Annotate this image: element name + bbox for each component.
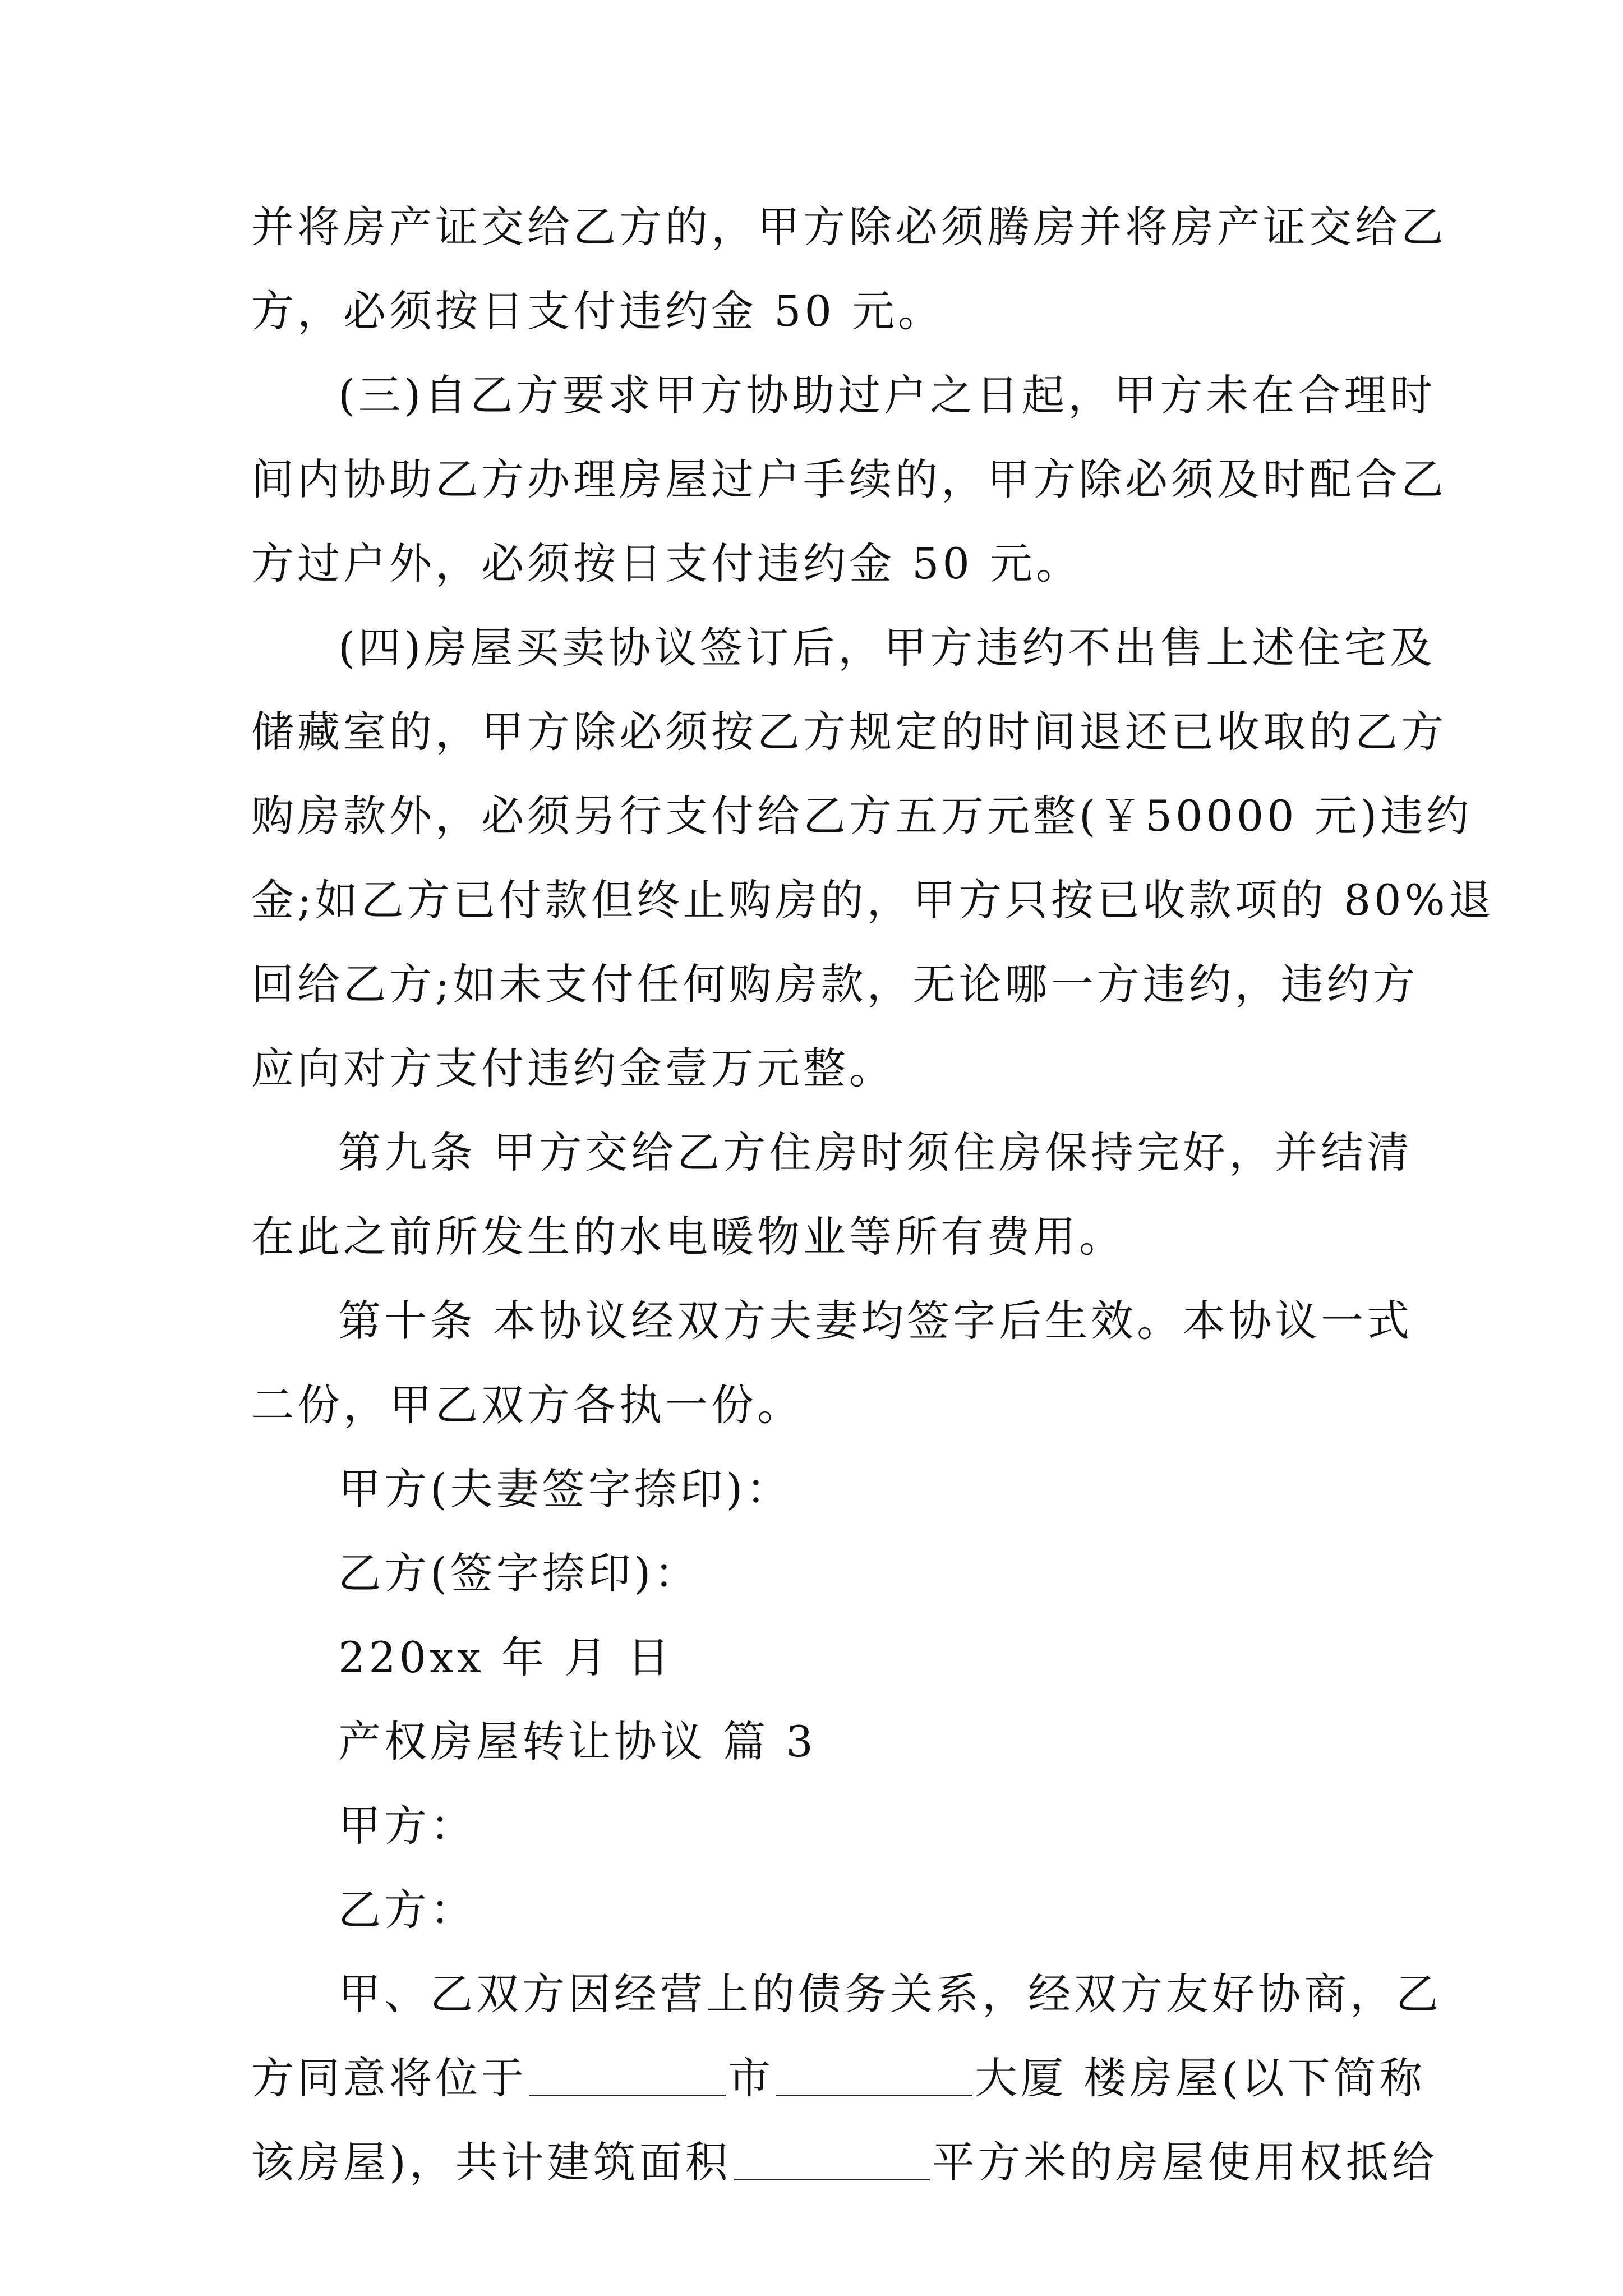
text-line: 购房款外，必须另行支付给乙方五万元整(￥50000 元)违约 <box>251 791 1473 841</box>
text-line: 金;如乙方已付款但终止购房的，甲方只按已收款项的 80%退 <box>251 875 1495 925</box>
text-line: 第九条 甲方交给乙方住房时须住房保持完好，并结清 <box>338 1128 1413 1177</box>
text-line: 方过户外，必须按日支付违约金 50 元。 <box>251 539 1082 588</box>
area-blank <box>734 2139 930 2180</box>
text-line: 甲方(夫妻签字捺印)： <box>338 1464 792 1514</box>
text-line: 方，必须按日支付违约金 50 元。 <box>251 286 944 336</box>
text-line: 储藏室的，甲方除必须按乙方规定的时间退还已收取的乙方 <box>251 707 1447 757</box>
text-line: 应向对方支付违约金壹万元整。 <box>251 1043 895 1093</box>
party-a-line: 甲方： <box>338 1801 476 1851</box>
text-line: (四)房屋买卖协议签订后，甲方违约不出售上述住宅及 <box>338 623 1436 673</box>
text-line: 二份，甲乙双方各执一份。 <box>251 1380 803 1430</box>
text-line: 间内协助乙方办理房屋过户手续的，甲方除必须及时配合乙 <box>251 454 1447 504</box>
text-line: 乙方(签字捺印)： <box>338 1548 700 1598</box>
city-blank <box>529 2055 726 2096</box>
text-line: 回给乙方;如未支付任何购房款，无论哪一方违约，违约方 <box>251 959 1419 1009</box>
building-blank <box>776 2055 972 2096</box>
text-line-with-blanks <box>251 2036 1426 2120</box>
text-line: 甲、乙双方因经营上的债务关系，经双方友好协商，乙 <box>338 1969 1442 2019</box>
text-line-with-blanks <box>251 2120 1438 2205</box>
text-segment: 市 <box>728 2053 774 2103</box>
text-line: 并将房产证交给乙方的，甲方除必须腾房并将房产证交给乙 <box>251 202 1447 252</box>
text-segment: 方同意将位于 <box>251 2053 527 2103</box>
party-b-line: 乙方： <box>338 1885 476 1935</box>
section-heading: 产权房屋转让协议 篇 3 <box>338 1717 817 1766</box>
text-line: 第十条 本协议经双方夫妻均签字后生效。本协议一式 <box>338 1296 1413 1346</box>
text-segment: 该房屋)，共计建筑面积 <box>251 2137 731 2187</box>
text-line: (三)自乙方要求甲方协助过户之日起，甲方未在合理时 <box>338 370 1436 420</box>
text-segment: 大厦 楼房屋(以下简称 <box>975 2053 1426 2103</box>
text-line: 在此之前所发生的水电暖物业等所有费用。 <box>251 1212 1125 1262</box>
date-line: 220xx 年 月 日 <box>338 1632 674 1682</box>
text-segment: 平方米的房屋使用权抵给 <box>932 2137 1438 2187</box>
